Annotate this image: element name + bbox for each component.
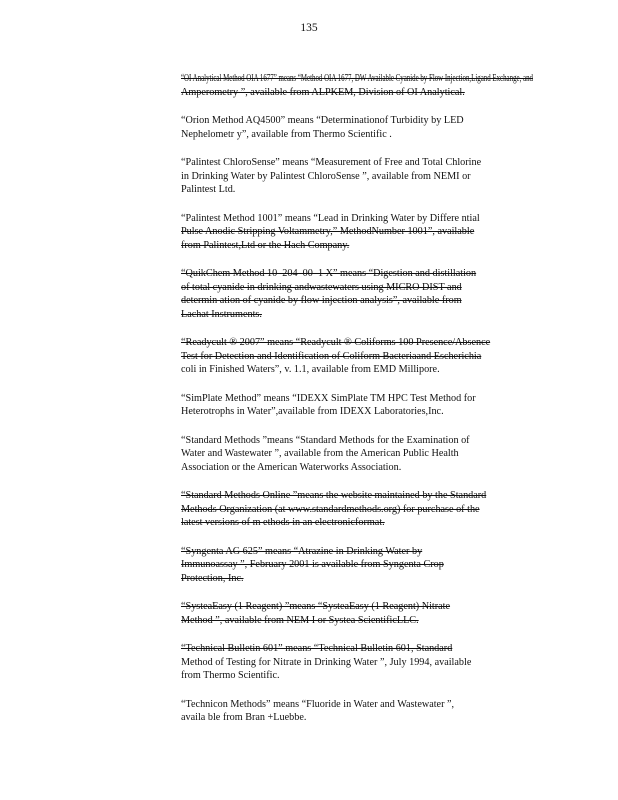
definition-entry-oi-analytical [181,72,533,99]
text-line: Association or the American Waterworks Association. [181,461,402,473]
text-line: Palintest Ltd. [181,184,236,195]
page-number: 135 [300,22,318,34]
struck-text-line: latest versions of m ethods in an electronicformat. [181,517,385,528]
struck-text-line: Amperometry ”, available from ALPKEM, Division of OI Analytical. [181,86,465,98]
text-line: from Thermo Scientific. [181,670,280,681]
text-line: coli in Finished Waters”, v. 1.1, available from EMD Millipore. [181,364,440,375]
struck-text-line: Immunoassay ”, February 2001 is available from Syngenta Crop [181,559,444,570]
text-line: “Palintest Method 1001” means “Lead in Drinking Water by Differe ntial [181,212,480,224]
text-line: availa ble from Bran +Luebbe. [181,712,307,723]
definition-entry-readycult [181,336,533,377]
struck-text-line: Method ”, available from NEM I or Systea ScientificLLC. [181,614,419,626]
struck-text-line: “Standard Methods Online ”means the website maintained by the Standard [181,490,487,501]
struck-text-line: from Palintest,Ltd or the Hach Company. [181,239,350,251]
definition-entry-syngenta [181,545,533,586]
struck-text-line: “OI Analytical Method OIA 1677” means “Method OIA 1677, DW Available Cyanide by Flow Injection,Ligand Exchange, and [181,73,533,84]
text-line: “Technicon Methods” means “Fluoride in Water and Wastewater ”, [181,698,455,710]
text-line: Water and Wastewater ”, available from the American Public Health [181,448,459,459]
definition-entry-orion [181,114,533,141]
struck-text-line: Lachat Instruments. [181,308,262,320]
definitions-list [181,72,533,740]
struck-text-line: “SysteaEasy (1 Reagent) ”means “SysteaEasy (1 Reagent) Nitrate [181,601,451,612]
struck-text-line: Pulse Anodic Stripping Voltammetry,” MethodNumber 1001”, available [181,226,475,237]
struck-text-line: “Readycult ® 2007” means “Readycult ® Coliforms 100 Presence/Absence [181,337,491,348]
text-line: “SimPlate Method” means “IDEXX SimPlate TM HPC Test Method for [181,392,476,404]
definition-entry-standard-methods [181,434,533,475]
struck-text-line: Protection, Inc. [181,572,244,584]
struck-text-line: Test for Detection and Identification of Coliform Bacteriaand Escherichia [181,350,482,362]
text-line: “Orion Method AQ4500” means “Determinationof Turbidity by LED [181,115,464,126]
text-line: Heterotrophs in Water”,available from IDEXX Laboratories,Inc. [181,406,444,417]
text-line: Nephelometr y”, available from Thermo Scientific . [181,128,392,140]
struck-text-line: “QuikChem Method 10–204–00–1 X” means “Digestion and distillation [181,268,477,279]
text-line: “Standard Methods ”means “Standard Methods for the Examination of [181,434,470,446]
struck-text-line: Methods Organization (at www.standardmethods.org) for purchase of the [181,503,480,515]
text-line: Method of Testing for Nitrate in Drinking Water ”, July 1994, available [181,656,472,668]
definition-entry-systeaeasy [181,600,533,627]
definition-entry-standard-methods-online [181,489,533,530]
definition-entry-technical-bulletin [181,642,533,683]
struck-text-line: of total cyanide in drinking andwastewaters using MICRO DIST and [181,281,462,293]
definition-entry-palintest-1001 [181,212,533,253]
text-line: in Drinking Water by Palintest ChloroSense ”, available from NEMI or [181,170,471,182]
struck-text-line: “Syngenta AG 625” means “Atrazine in Drinking Water by [181,545,423,557]
struck-text-line: determin ation of cyanide by flow injection analysis”, available from [181,295,462,306]
definition-entry-palintest-chlorosense [181,156,533,197]
definition-entry-technicon [181,698,533,725]
definition-entry-quikchem [181,267,533,321]
text-line: “Palintest ChloroSense” means “Measurement of Free and Total Chlorine [181,157,482,168]
definition-entry-simplate [181,392,533,419]
struck-text-line: “Technical Bulletin 601” means “Technical Bulletin 601, Standard [181,643,453,654]
